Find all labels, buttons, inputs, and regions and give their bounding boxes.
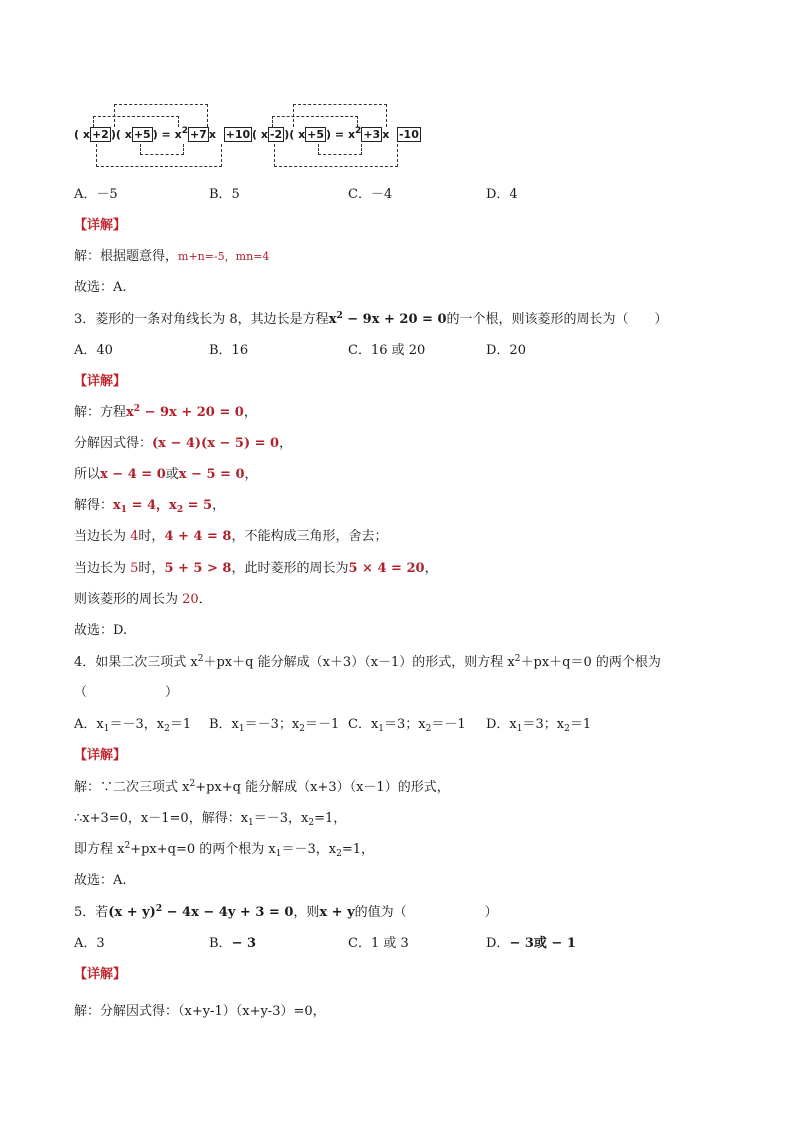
eq-text: ( x xyxy=(252,128,268,141)
text: ＝3；x xyxy=(522,717,565,732)
text: A．x xyxy=(74,717,104,732)
text: D．x xyxy=(486,717,517,732)
q3-option-b: B．16 xyxy=(209,343,249,358)
math: − 9x + 20 = 0 xyxy=(140,405,244,420)
eq-box: +10 xyxy=(225,128,251,141)
q2-option-b: B．5 xyxy=(209,187,240,202)
q3-option-c: C．16 或 20 xyxy=(348,343,426,358)
dashed-connector xyxy=(318,144,362,155)
eq-sup: 2 xyxy=(355,126,362,136)
math: x − 4 = 0 xyxy=(100,467,166,482)
math: x xyxy=(126,405,134,420)
math-sub: 2 xyxy=(176,505,184,515)
text: 时， xyxy=(138,529,165,544)
factoring-equation-right xyxy=(252,127,421,142)
q3-option-a: A．40 xyxy=(74,343,113,358)
eq-box: -10 xyxy=(398,128,419,141)
q2-option-d: D．4 xyxy=(486,187,518,202)
text: ＝－3，x xyxy=(109,717,165,732)
math: x xyxy=(113,498,121,513)
text: 当边长为 xyxy=(74,529,127,544)
eq-box: -2 xyxy=(269,128,283,141)
value: 4 xyxy=(126,529,139,544)
eq-sup: 2 xyxy=(181,126,188,136)
q4-stem-paren: （ ） xyxy=(74,685,179,700)
text: 则该菱形的周长为 xyxy=(74,592,179,607)
text: 解：根据题意得， xyxy=(74,249,179,264)
math: − 9x + 20 = 0 xyxy=(342,312,447,327)
text: ＝－1 xyxy=(431,717,466,732)
dashed-connector xyxy=(93,116,179,127)
q4-stem xyxy=(74,654,661,672)
eq-box: +5 xyxy=(307,128,325,141)
eq-box: +2 xyxy=(91,128,109,141)
dashed-connector xyxy=(272,116,358,127)
math: (x + y) xyxy=(108,905,156,920)
text: ， xyxy=(279,436,293,451)
text: ＝－1 xyxy=(304,717,340,732)
math: x xyxy=(169,498,177,513)
text: 4．如果二次三项式 x xyxy=(74,655,198,670)
q5-step-1: 解：分解因式得：（x+y-1）（x+y-3）=0， xyxy=(74,1004,326,1019)
eq-text: x xyxy=(208,128,216,141)
q5-option-b xyxy=(209,935,256,953)
text: ， xyxy=(212,498,226,513)
text: 的一个根，则该菱形的周长为（ ） xyxy=(446,312,668,327)
math: = 4， xyxy=(127,498,170,513)
q3-step-2 xyxy=(74,435,292,453)
q3-step-6 xyxy=(74,560,438,578)
sub: 2 xyxy=(425,724,432,734)
eq-box: +7 xyxy=(189,128,207,141)
q4-step-3 xyxy=(74,841,374,859)
text: 当边长为 xyxy=(74,561,127,576)
text: 即方程 x xyxy=(74,842,125,857)
math-sub: 1 xyxy=(120,505,128,515)
text: 5．若 xyxy=(74,905,109,920)
q3-option-d: D．20 xyxy=(486,343,526,358)
text: ＝－3；x xyxy=(244,717,300,732)
q4-option-b xyxy=(209,716,339,734)
text: B．x xyxy=(209,717,239,732)
text: 3．菱形的一条对角线长为 8，其边长是方程 xyxy=(74,312,329,327)
q4-option-a xyxy=(74,716,191,734)
eq-text: ( x xyxy=(74,128,90,141)
sup: 2 xyxy=(514,654,521,664)
sub: 2 xyxy=(308,818,315,828)
text: C．x xyxy=(348,717,379,732)
math: − 3 xyxy=(231,936,257,951)
q5-option-a: A．3 xyxy=(74,936,105,951)
q4-step-1 xyxy=(74,779,450,797)
text: 解：方程 xyxy=(74,405,127,420)
sub: 1 xyxy=(248,818,254,828)
q3-step-3 xyxy=(74,466,258,484)
q2-option-a: A．－5 xyxy=(74,187,118,202)
sub: 2 xyxy=(564,724,570,734)
eq-text: ) = x xyxy=(152,128,182,141)
sol-value: m+n=-5，mn=4 xyxy=(178,250,270,263)
text: 时， xyxy=(138,561,165,576)
math: x − 5 = 0 xyxy=(178,467,245,482)
math: (x − 4)(x − 5) = 0 xyxy=(152,436,280,451)
text: B． xyxy=(209,936,232,951)
text: 解得： xyxy=(74,498,114,513)
text: =1， xyxy=(341,842,374,857)
q5-option-d xyxy=(486,935,576,953)
text: =1， xyxy=(314,811,347,826)
eq-box: +5 xyxy=(133,128,151,141)
sub: 1 xyxy=(238,724,245,734)
q5-detail-heading: 【详解】 xyxy=(74,967,127,982)
math: 5 × 4 = 20 xyxy=(348,561,425,576)
text: +px+q=0 的两个根为 x xyxy=(130,842,276,857)
q5-stem xyxy=(74,904,498,922)
eq-text: ) = x xyxy=(326,128,356,141)
text: +px+q 能分解成（x+3）（x－1）的形式， xyxy=(195,780,450,795)
dashed-connector xyxy=(140,144,184,155)
q3-detail-heading: 【详解】 xyxy=(74,374,127,389)
text: D． xyxy=(486,936,510,951)
q2-option-c: C．－4 xyxy=(348,187,393,202)
text: 解：∵二次三项式 x xyxy=(74,780,190,795)
math: 4 + 4 = 8 xyxy=(164,529,232,544)
text: ，此时菱形的周长为 xyxy=(231,561,349,576)
text: ＝－3，x xyxy=(281,842,337,857)
sub: 1 xyxy=(378,724,385,734)
sub: 1 xyxy=(275,849,282,859)
sup: 2 xyxy=(189,779,196,789)
math: − 4x − 4y + 3 = 0 xyxy=(162,905,294,920)
q3-step-4 xyxy=(74,497,225,515)
math: 5 + 5 > 8 xyxy=(164,561,232,576)
q2-answer: 故选：A. xyxy=(74,280,127,295)
q3-stem xyxy=(74,311,668,329)
sub: 1 xyxy=(516,724,523,734)
math: x + y xyxy=(319,905,355,920)
text: 所以 xyxy=(74,467,101,482)
q5-option-c: C．1 或 3 xyxy=(348,936,409,951)
text: ＋px＋q＝0 的两个根为 xyxy=(520,655,661,670)
text: ，则 xyxy=(293,905,320,920)
math-sup: 2 xyxy=(336,311,343,321)
q3-step-5 xyxy=(74,528,387,546)
sub: 2 xyxy=(336,849,342,859)
value: 5 xyxy=(126,561,139,576)
q3-answer: 故选：D. xyxy=(74,623,128,638)
text: 或 xyxy=(165,467,179,482)
eq-box: +3 xyxy=(363,128,381,141)
text: ∴x+3=0，x－1=0，解得：x xyxy=(74,811,249,826)
math-sup: 2 xyxy=(133,404,141,414)
text: ＝－3，x xyxy=(253,811,309,826)
math: x xyxy=(328,312,337,327)
math: − 3或 − 1 xyxy=(509,936,576,951)
q2-solution-line xyxy=(74,248,269,266)
text: ＝1 xyxy=(569,717,592,732)
q3-step-7 xyxy=(74,591,212,609)
sup: 2 xyxy=(197,654,204,664)
q4-option-d xyxy=(486,716,591,734)
math: = 5 xyxy=(183,498,213,513)
text: 的值为（ ） xyxy=(354,905,498,920)
q3-step-1 xyxy=(74,404,257,422)
text: ， xyxy=(424,561,438,576)
text: ，不能构成三角形，舍去； xyxy=(231,529,388,544)
text: ＋px＋q 能分解成（x＋3）（x－1）的形式，则方程 x xyxy=(203,655,515,670)
text: ， xyxy=(243,405,257,420)
value: 20 xyxy=(178,592,199,607)
sub: 2 xyxy=(164,724,170,734)
eq-text: x xyxy=(382,128,390,141)
text: ， xyxy=(244,467,258,482)
q4-detail-heading: 【详解】 xyxy=(74,748,127,763)
text: ＝1 xyxy=(169,717,192,732)
q4-option-c xyxy=(348,716,466,734)
q4-answer: 故选：A. xyxy=(74,873,127,888)
sup: 2 xyxy=(124,841,131,851)
eq-text: )( x xyxy=(110,128,132,141)
math-sup: 2 xyxy=(155,904,163,914)
eq-text: )( x xyxy=(284,128,306,141)
q4-step-2 xyxy=(74,810,346,828)
text: 分解因式得： xyxy=(74,436,153,451)
sub: 2 xyxy=(299,724,305,734)
text: ． xyxy=(198,592,212,607)
sub: 1 xyxy=(103,724,110,734)
text: ＝3；x xyxy=(384,717,426,732)
factoring-equation-left xyxy=(74,127,252,142)
q2-detail-heading: 【详解】 xyxy=(74,218,127,233)
